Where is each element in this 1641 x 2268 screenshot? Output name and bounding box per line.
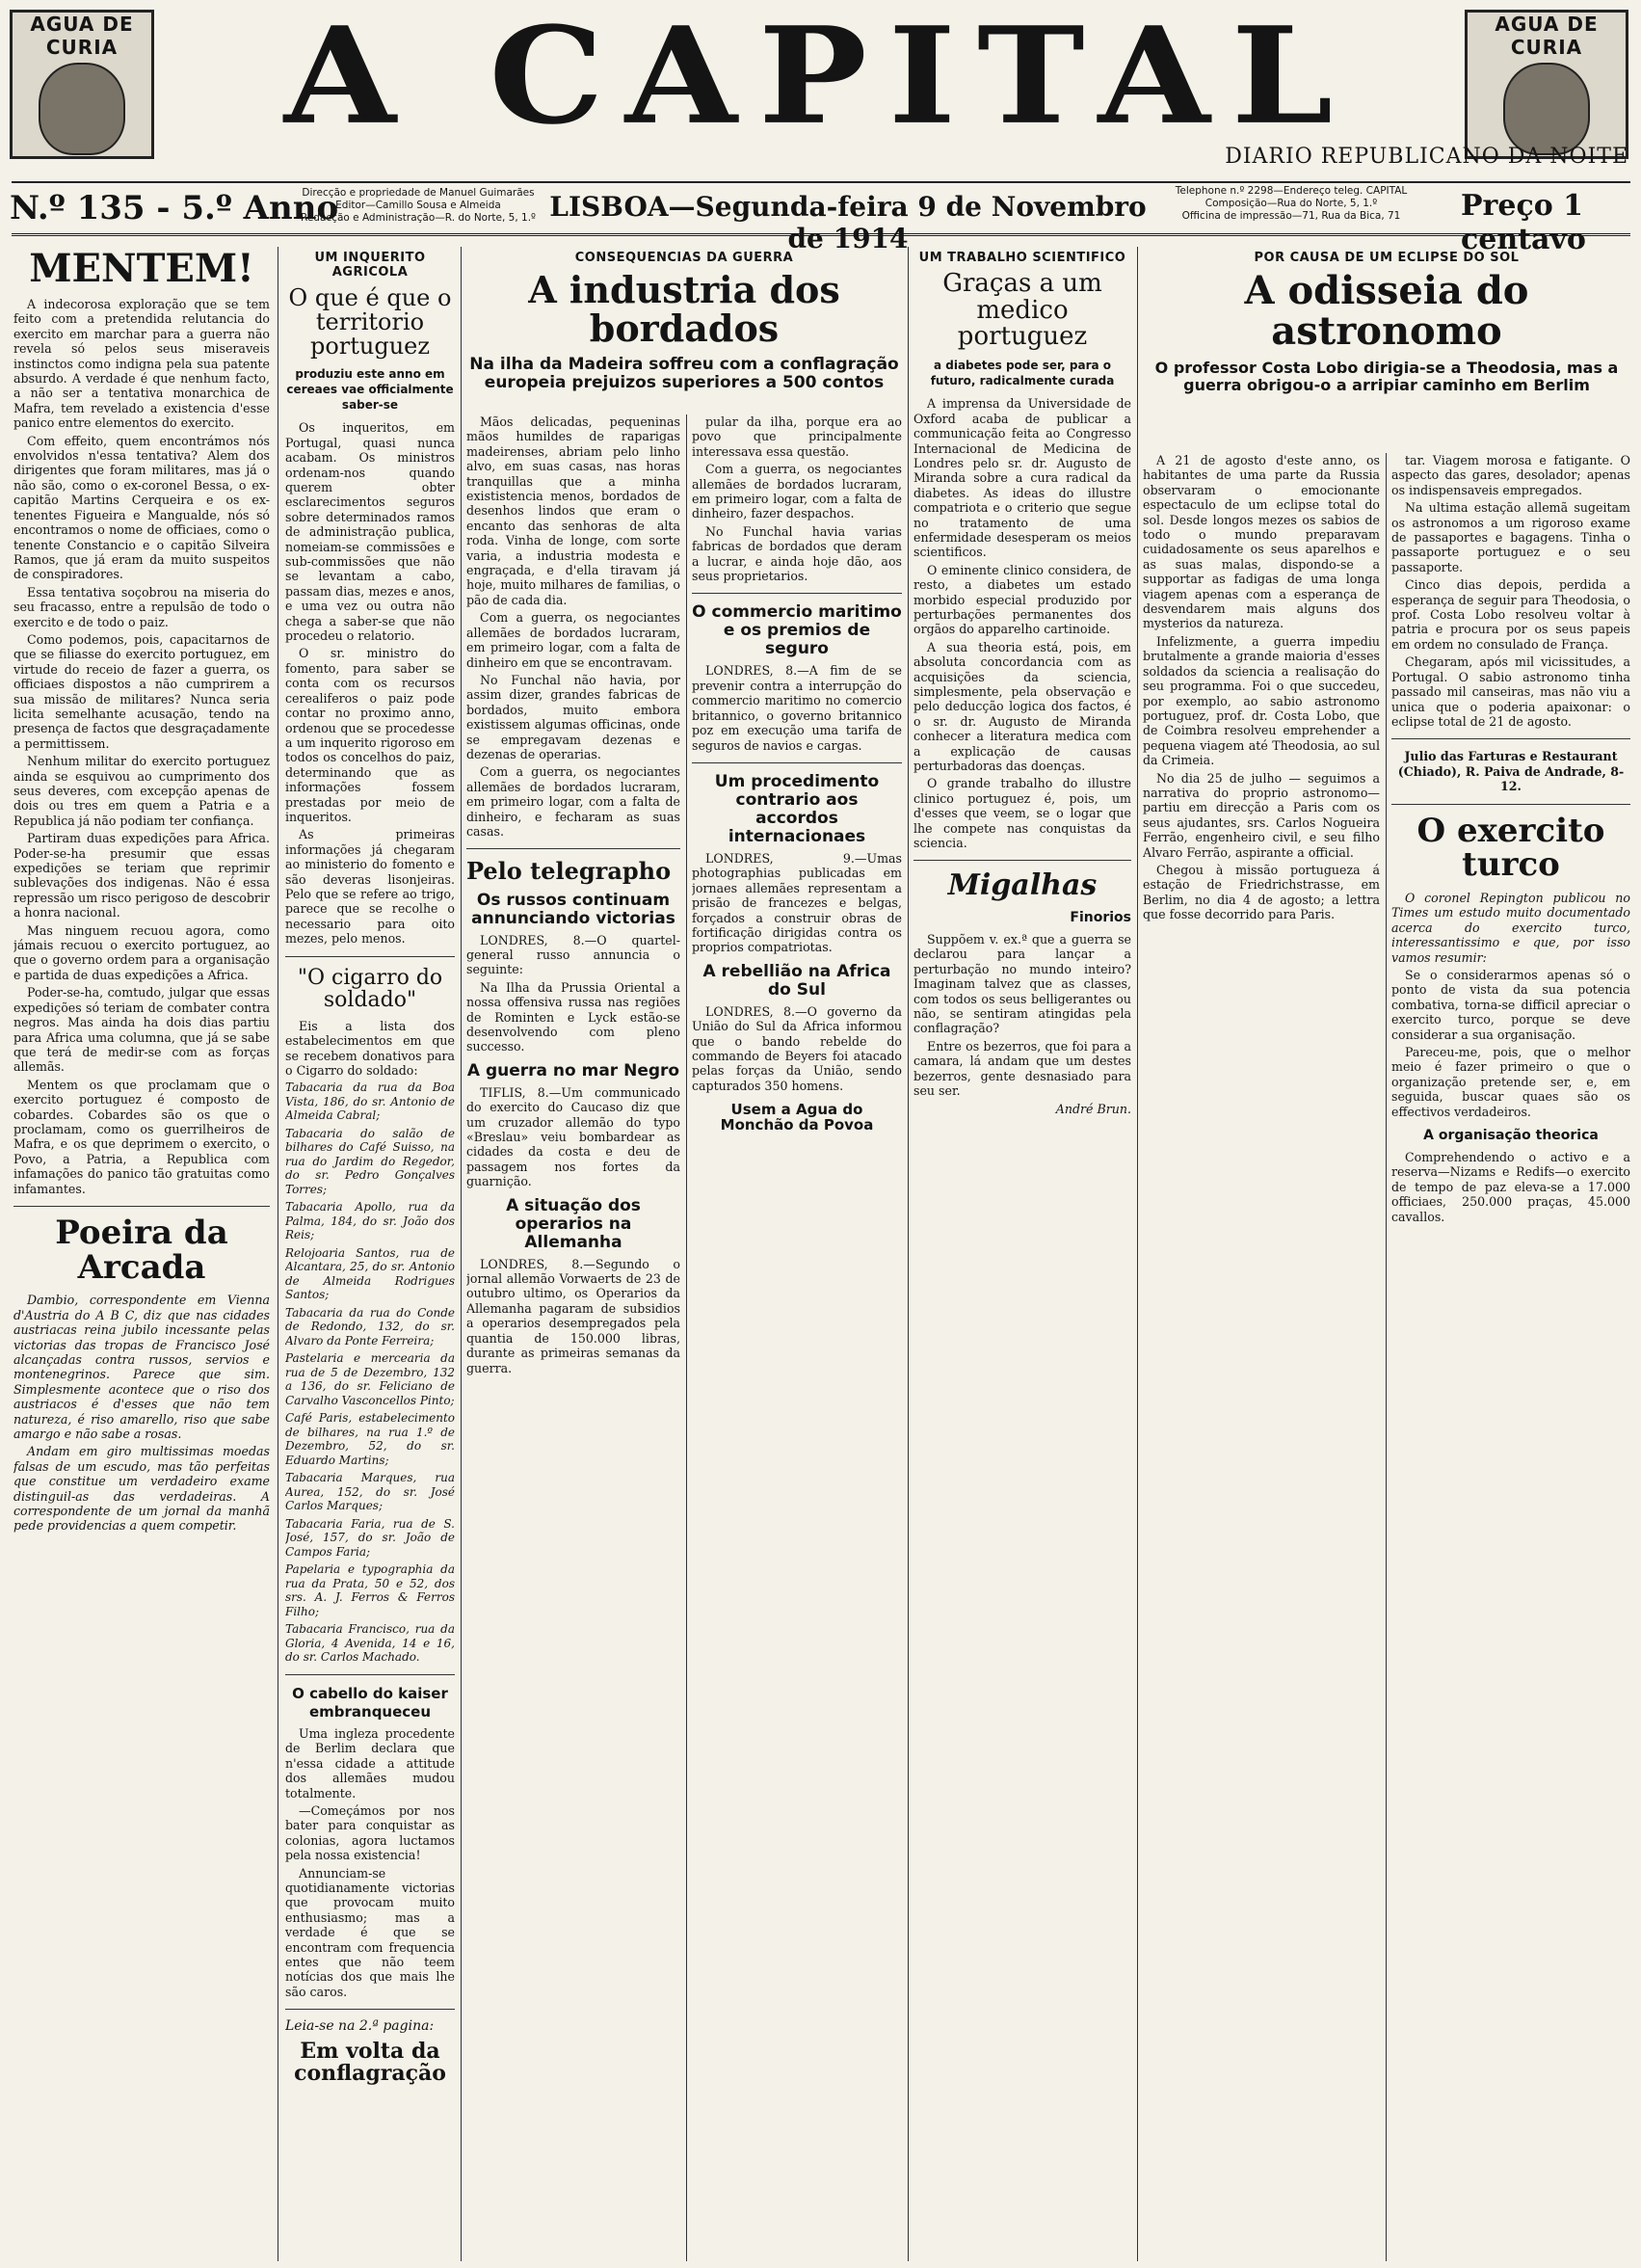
- kicker: UM TRABALHO SCIENTIFICO: [918, 251, 1126, 265]
- paragraph: As primeiras informações já chegaram ao ministerio do fomento e são deveras lisonjeiras. Pelo que se refere ao trigo, parece que se recolhe o necessario para oito mezes, pelo menos.: [285, 827, 455, 947]
- deck: Na ilha da Madeira soffreu com a conflagração europeia prejuizos superiores a 500 contos: [469, 355, 899, 393]
- redaction-line: Redacção e Administração—R. do Norte, 5, 1.º: [301, 212, 536, 224]
- paragraph: TIFLIS, 8.—Um communicado do exercito do Caucaso diz que um cruzador allemão do typo «Breslau» veiu bombardear as cidades da costa e deu de passagem nos fortes da guarnição.: [466, 1084, 680, 1189]
- headline-migalhas: Migalhas: [947, 868, 1098, 903]
- paragraph: pular da ilha, porque era ao povo que principalmente interessava essa questão.: [692, 414, 902, 459]
- editor-line: Editor—Camillo Sousa e Almeida: [335, 200, 501, 211]
- paragraph: LONDRES, 8.—O governo da União do Sul da Africa informou que o bando rebelde do commando de Beyers foi atacado pelas forças da União, sendo capturados 350 homens.: [692, 1003, 902, 1093]
- divider: [1391, 738, 1630, 739]
- paragraph: Com a guerra, os negociantes allemães de bordados lucraram, em primeiro logar, com a falta de dinheiro, e fecharam as suas casas.: [466, 764, 680, 839]
- column-mentem: [13, 247, 270, 2261]
- emblem-right-label: AGUA DE CURIA: [1495, 13, 1599, 59]
- subhead-finorios: Finorios: [1070, 909, 1131, 925]
- list-item: Tabacaria Francisco, rua da Gloria, 4 Avenida, 14 e 16, do sr. Carlos Machado.: [285, 1622, 455, 1665]
- paragraph: Suppõem v. ex.ª que a guerra se declarou para lançar a perturbação no mundo inteiro? Imaginam talvez que as classes, com todos os seus belligerantes ou não, se sentiram atingidas pela conflagração?: [913, 931, 1131, 1036]
- paragraph: O eminente clinico considera, de resto, a diabetes um estado morbido especial produzido por perturbações permanentes dos orgãos do apparelho cartinoide.: [913, 562, 1131, 637]
- divider: [466, 848, 680, 849]
- column-inquerito: [285, 247, 455, 2261]
- odisseia-header: [1143, 247, 1630, 459]
- paragraph: LONDRES, 8.—A fim de se prevenir contra a interrupção do commercio maritimo no comercio britannico, o governo britannico poz em execução uma tarifa de seguros de navios e cargas.: [692, 663, 902, 753]
- kicker: CONSEQUENCIAS DA GUERRA: [574, 251, 794, 265]
- deck: a diabetes pode ser, para o futuro, radicalmente curada: [930, 359, 1115, 388]
- headline-telegrapho: Pelo telegrapho: [466, 857, 672, 886]
- paragraph: Mas ninguem recuou agora, como jámais recuou o exercito portuguez, ao que o governo ordem para a organisação e partida de duas expedições a Africa.: [13, 922, 270, 982]
- masthead: [0, 0, 1641, 173]
- paragraph: Os inqueritos, em Portugal, quasi nunca acabam. Os ministros ordenam-nos quando querem obter esclarecimentos seguros sobre determinados ramos de administração publica, nomeiam-se commissões e sub-commissões que não se levantam a cabo, passam dias, mezes e anos, e uma vez ou outra não chega a saber-se que não procedeu o relatorio.: [285, 420, 455, 644]
- subhead-organisacao: A organisação theorica: [1423, 1128, 1599, 1143]
- footer-note: Leia-se na 2.ª pagina:: [285, 2018, 435, 2035]
- masthead-subtitle: DIARIO REPUBLICANO DA NOITE: [1225, 145, 1628, 169]
- emblem-left: [10, 10, 154, 159]
- headline-mentem: MENTEM!: [29, 247, 254, 291]
- emblem-right: [1465, 10, 1628, 159]
- paragraph: LONDRES, 8.—O quartel-general russo annuncia o seguinte:: [466, 932, 680, 977]
- column-odisseia: [1143, 453, 1380, 2261]
- paragraph: Na ultima estação allemã sugeitam os astronomos a um rigoroso exame de passaportes e bagagens. Tinha o passaporte portuguez e o seu passaporte.: [1391, 500, 1630, 574]
- paragraph: A imprensa da Universidade de Oxford acaba de publicar a communicação feita ao Congresso Internacional de Medicina de Londres pelo sr. dr. Augusto de Miranda sobre a cura radical da diabetes. As ideas do illustre compatriota e o criterio que segue no tratamento de uma enfermidade desesperam os meios scientificos.: [913, 396, 1131, 560]
- portrait-icon: [1503, 63, 1590, 155]
- paragraph: Com a guerra, os negociantes allemães de bordados lucraram, em primeiro logar, com a falta de dinheiro, fazer despachos.: [692, 462, 902, 521]
- headline-bordados: A industria dos bordados: [528, 268, 840, 351]
- headline-odisseia: A odisseia do astronomo: [1244, 268, 1529, 355]
- column-rule: [1386, 453, 1387, 2261]
- list-item: Tabacaria Faria, rua de S. José, 157, do sr. João de Campos Faria;: [285, 1516, 455, 1559]
- column-rule: [686, 414, 687, 2261]
- paragraph: Uma ingleza procedente de Berlim declara que n'essa cidade a attitude dos allemães mudou totalmente.: [285, 1725, 455, 1801]
- notice: Julio das Farturas e Restaurant (Chiado), R. Paiva de Andrade, 8-12.: [1397, 749, 1625, 794]
- divider: [692, 762, 902, 763]
- paragraph: A sua theoria está, pois, em absoluta concordancia com as acquisições da sciencia, simplesmente, pela observação e pelo deducção logica dos factos, é o sr. dr. Augusto de Miranda conhecer a literatura medica com a explicação de causas perturbadoras das doenças.: [913, 639, 1131, 774]
- subhead-mar-negro: A guerra no mar Negro: [466, 1060, 680, 1081]
- paragraph: Comprehendendo o activo e a reserva—Nizams e Redifs—o exercito de tempo de paz eleva-se a 17.000 officiaes, 250.000 praças, 45.000 cavallos.: [1391, 1150, 1630, 1224]
- divider: [913, 860, 1131, 861]
- paragraph: Chegou à missão portugueza á estação de Friedrichstrasse, em Berlim, no dia 4 de agosto; a lettra que fosse decorrido para Paris.: [1143, 862, 1380, 922]
- divider: [285, 956, 455, 957]
- column-commercio: [692, 414, 902, 2261]
- paragraph: Se o considerarmos apenas só o ponto de vista da sua potencia combativa, torna-se difficil apreciar o exercito turco, porque se deve considerar a sua organisação.: [1391, 967, 1630, 1042]
- printing-line: Officina de impressão—71, Rua da Bica, 71: [1181, 210, 1401, 222]
- headline-procedimento: Um procedimento contrario aos accordos internacionaes: [714, 771, 880, 846]
- kicker: POR CAUSA DE UM ECLIPSE DO SOL: [1254, 251, 1520, 265]
- column-rule: [461, 247, 462, 2261]
- paragraph: —Começámos por nos bater para conquistar as colonias, agora luctamos pela nossa existencia!: [285, 1802, 455, 1863]
- list-item: Relojoaria Santos, rua de Alcantara, 25, do sr. Antonio de Almeida Rodrigues Santos;: [285, 1245, 455, 1302]
- emblem-left-label: AGUA DE CURIA: [30, 13, 134, 59]
- paragraph: O coronel Repington publicou no Times um estudo muito documentado acerca do exercito turco, interessantissimo e que, por isso vamos resumir:: [1391, 890, 1630, 965]
- paragraph: Na Ilha da Prussia Oriental a nossa offensiva russa nas regiões de Rominten e Lyck estão-se desenvolvendo com pleno successo.: [466, 979, 680, 1054]
- paragraph: No dia 25 de julho — seguimos a narrativa do proprio astronomo—partiu em direcção a Paris com os seus ajudantes, srs. Carlos Nogueira Ferrão, engenheiro civil, e seu filho Alvaro Ferrão, aspirante a official.: [1143, 770, 1380, 860]
- paragraph: Mentem os que proclamam que o exercito portuguez é composto de cobardes. Cobardes são os que o proclamam, como os guerrilheiros de Mafra, e os que deprimem o exercito, o Povo, a Patria, a Republica com infamações do panico tão gratuitas como infamantes.: [13, 1077, 270, 1196]
- telephone-line: Telephone n.º 2298—Endereço teleg. CAPITAL: [1175, 185, 1408, 197]
- paragraph: Entre os bezerros, que foi para a camara, lá andam que um destes bezerros, gente desnasiado para seu ser.: [913, 1038, 1131, 1099]
- paragraph: LONDRES, 9.—Umas photographias publicadas em jornaes allemães representam a prisão de francezes e belgas, forçados a construir obras de fortificação dirigidas contra os proprios compatriotas.: [692, 850, 902, 955]
- paragraph: O grande trabalho do illustre clinico portuguez é, pois, um d'esses que veem, se o logar que lhe compete nas conquistas da sciencia.: [913, 776, 1131, 851]
- footer-headline: Em volta da conflagração: [294, 2038, 446, 2086]
- paragraph: Nenhum militar do exercito portuguez ainda se esquivou ao cumprimento dos seus deveres, com excepção apenas de dois ou tres em quem a Patria e a Republica já não podiam ter confiança.: [13, 754, 270, 828]
- donation-list: [285, 1081, 455, 1665]
- list-item: Tabacaria do salão de bilhares do Café Suisso, na rua do Jardim do Regedor, do sr. Pedro Gonçalves Torres;: [285, 1126, 455, 1196]
- subhead-operarios: A situação dos operarios na Allemanha: [506, 1195, 641, 1252]
- headline-medico: Graças a um medico portuguez: [942, 269, 1102, 351]
- paragraph: No Funchal havia varias fabricas de bordados que deram a lucrar, e ainda hoje dão, aos seus proprietarios.: [692, 523, 902, 584]
- paragraph: Dambio, correspondente em Vienna d'Austria do A B C, diz que nas cidades austriacas reina jubilo incessante pelas victorias das tropas de Francisco José alcançadas contra russos, servios e montenegrinos. Parece que sim. Simplesmente acontece que o riso dos austriacos é d'esses que não tem natureza, é riso amarello, riso que sabe amargo e não sabe a rosas.: [13, 1293, 270, 1441]
- list-item: Tabacaria da rua da Boa Vista, 186, do sr. Antonio de Almeida Cabral;: [285, 1081, 455, 1123]
- deck: O professor Costa Lobo dirigia-se a Theodosia, mas a guerra obrigou-o a arripiar caminho em Berlim: [1154, 359, 1619, 395]
- paragraph: O sr. ministro do fomento, para saber se conta com os recursos cerealiferos o paiz pode contar no proximo anno, ordenou que se procedesse a um inquerito rigoroso em todos os concelhos do paiz, determinando que as informações fossem prestadas por meio de inqueritos.: [285, 646, 455, 824]
- paragraph: No Funchal não havia, por assim dizer, grandes fabricas de bordados, muito embora existissem algumas officinas, onde se empregavam dezenas e dezenas de operarias.: [466, 672, 680, 761]
- headline-exercito-turco: O exercito turco: [1416, 811, 1605, 885]
- column-medico: [913, 247, 1131, 2261]
- direction-line: Direcção e propriedade de Manuel Guimarães: [302, 187, 535, 199]
- paragraph: Poder-se-ha, comtudo, julgar que essas expedições só teriam de combater contra negros. Mas ainda ha dois dias partiu para Africa uma columna, que já se sabe que terá de medir-se com as forças allemãs.: [13, 985, 270, 1075]
- headline-territorio: O que é que o territorio portuguez: [288, 283, 452, 360]
- masthead-title: A CAPITAL: [283, 0, 1355, 154]
- paragraph: Pareceu-me, pois, que o melhor meio é fazer primeiro o que o organização pretende ser, e, em seguida, buscar quaes são os effectivos verdadeiros.: [1391, 1044, 1630, 1119]
- paragraph: Com a guerra, os negociantes allemães de bordados lucraram, em primeiro logar, com a falta de dinheiro em que se encontravam.: [466, 610, 680, 670]
- divider: [285, 1674, 455, 1675]
- composition-line: Composição—Rua do Norte, 5, 1.º: [1204, 198, 1378, 209]
- paragraph: Infelizmente, a guerra impediu brutalmente a grande maioria d'esses soldados da sciencia a realisação do seu programma. Foi o que succedeu, por exemplo, ao sabio astronomo portuguez, prof. dr. Costa Lobo, que de Coimbra resolveu emprehender a pequena viagem até Theodosia, ao sul da Crimeia.: [1143, 633, 1380, 768]
- headline-kaiser: O cabello do kaiser embranqueceu: [292, 1684, 448, 1721]
- headline-rebelliao: A rebellião na Africa do Sul: [702, 961, 891, 1000]
- headline-cigarro: "O cigarro do soldado": [297, 965, 443, 1012]
- list-item: Café Paris, estabelecimento de bilhares, na rua 1.º de Dezembro, 52, do sr. Eduardo Martins;: [285, 1411, 455, 1467]
- list-item: Pastelaria e mercearia da rua de 5 de Dezembro, 132 a 136, do sr. Feliciano de Carvalho Vasconcellos Pinto;: [285, 1351, 455, 1407]
- list-item: Papelaria e typographia da rua da Prata, 50 e 52, dos srs. A. J. Ferros & Ferros Filho;: [285, 1562, 455, 1618]
- contact-info: [1108, 185, 1474, 223]
- paragraph: Eis a lista dos estabelecimentos em que se recebem donativos para o Cigarro do soldado:: [285, 1018, 455, 1078]
- advert-agua: Usem a Agua do Monchão da Povoa: [720, 1101, 874, 1134]
- column-rule: [1137, 247, 1138, 2261]
- list-item: Tabacaria Apollo, rua da Palma, 184, do sr. João dos Reis;: [285, 1200, 455, 1242]
- paragraph: LONDRES, 8.—Segundo o jornal allemão Vorwaerts de 23 de outubro ultimo, os Operarios da Allemanha pagaram de subsidios a operarios desempregados pela quantia de 150.000 libras, durante as primeiras semanas da guerra.: [466, 1256, 680, 1375]
- divider: [692, 593, 902, 594]
- divider: [13, 1206, 270, 1207]
- divider: [285, 2009, 455, 2010]
- headline-commercio: O commercio maritimo e os premios de seguro: [692, 602, 902, 659]
- paragraph: tar. Viagem morosa e fatigante. O aspecto das gares, desolador; apenas os indispensaveis empregados.: [1391, 453, 1630, 497]
- column-rule: [908, 247, 909, 2261]
- divider: [1391, 804, 1630, 805]
- paragraph: Chegaram, após mil vicissitudes, a Portugal. O sabio astronomo tinha passado mil canseiras, mas não viu a unica que o poderia apaixonar: o eclipse total de 21 de agosto.: [1391, 654, 1630, 729]
- list-item: Tabacaria Marques, rua Aurea, 152, do sr. José Carlos Marques;: [285, 1471, 455, 1513]
- signature: André Brun.: [1055, 1102, 1131, 1117]
- headline-poeira: Poeira da Arcada: [55, 1213, 228, 1287]
- paragraph: Andam em giro multissimas moedas falsas de um escudo, mas tão perfeitas que constitue um verdadeiro exame distinguil-as das verdadeiras. A correspondente de um jornal da manhã pede providencias a quem competir.: [13, 1444, 270, 1534]
- dateline: LISBOA—Segunda-feira 9 de Novembro de 1914: [549, 191, 1147, 254]
- subhead-russos: Os russos continuam annunciando victorias: [471, 890, 675, 928]
- paragraph: A indecorosa exploração que se tem feito com a pretendida relutancia do exercito em marchar para a guerra não revela só pelos seus miseraveis instinctos como indigna pela sua patente absurdo. A verdade é que nenhum facto, a não ser a tentativa monarchica de Mafra, tem revelado a existencia d'esse panico entre elementos do exercito.: [13, 297, 270, 431]
- paragraph: Annunciam-se quotidianamente victorias que provocam muito enthusiasmo; mas a verdade é que se encontram com frequencia entes que não teem notícias dos que mais lhe são caros.: [285, 1865, 455, 1999]
- paragraph: Partiram duas expedições para Africa. Poder-se-ha presumir que essas expedições se teriam que reprimir sublevações dos indigenas. Não é essa repressão um risco perigoso de descobrir a honra nacional.: [13, 831, 270, 921]
- column-bordados: [466, 414, 680, 2261]
- list-item: Tabacaria da rua do Conde de Redondo, 132, do sr. Alvaro da Ponte Ferreira;: [285, 1305, 455, 1347]
- paragraph: Cinco dias depois, perdida a esperança de seguir para Theodosia, o prof. Costa Lobo resolveu voltar à patria e procura por os seus papeis em ordem no consulado de França.: [1391, 577, 1630, 652]
- issue-number: N.º 135 - 5.º Anno: [10, 189, 339, 227]
- paragraph: Mãos delicadas, pequeninas mãos humildes de raparigas madeirenses, abriam pelo linho alvo, em suas casas, nas horas tranquillas que a minha exististencia menos, bordados de desenhos lindos que eram o encanto das senhoras de alta roda. Vinha de longe, com sorte varia, a industria modesta e engraçada, e d'ella tiravam já hoje, muito milhares de familias, o pão de cada dia.: [466, 414, 680, 607]
- deck: produziu este anno em cereaes vae officialmente saber-se: [286, 367, 454, 413]
- paragraph: A 21 de agosto d'este anno, os habitantes de uma parte da Russia observaram o emocionante espectaculo de um eclipse total do sol. Desde longos mezes os sabios de todo o mundo preparavam cuidadosamente os seus aparelhos e as suas malas, dispondo-se a supportar as fadigas de uma longa viagem apenas com a esperança de desvendarem mais alguns dos mysterios da natureza.: [1143, 453, 1380, 631]
- column-odisseia-cont: [1391, 453, 1630, 2261]
- paragraph: Como podemos, pois, capacitarnos de que se filiasse do exercito portuguez, em virtude do receio de fazer a guerra, os officiaes dispostos a não cumprirem a sua missão de militares? Nunca seria licita semelhante acusação, tendo na presença de factos que desgraçadamente a permittissem.: [13, 631, 270, 751]
- portrait-icon: [39, 63, 125, 155]
- price: Preço 1 centavo: [1461, 189, 1586, 256]
- paragraph: Essa tentativa soçobrou na miseria do seu fracasso, entre a repulsão de todo o exercito e de todo o paiz.: [13, 584, 270, 629]
- paragraph: Com effeito, quem encontrámos nós envolvidos n'essa tentativa? Alem dos dirigentes que foram militares, mas já o não são, como o ex-coronel Bessa, o ex-capitão Martins Cerqueira e os ex-tenentes Figueira e Mangualde, nós só encontramos o nome de officiaes, como o tenente Constancio e o capitão Silveira Ramos, que já eram da muito suspeitos de conspiradores.: [13, 433, 270, 582]
- kicker: UM INQUERITO AGRICOLA: [314, 251, 426, 280]
